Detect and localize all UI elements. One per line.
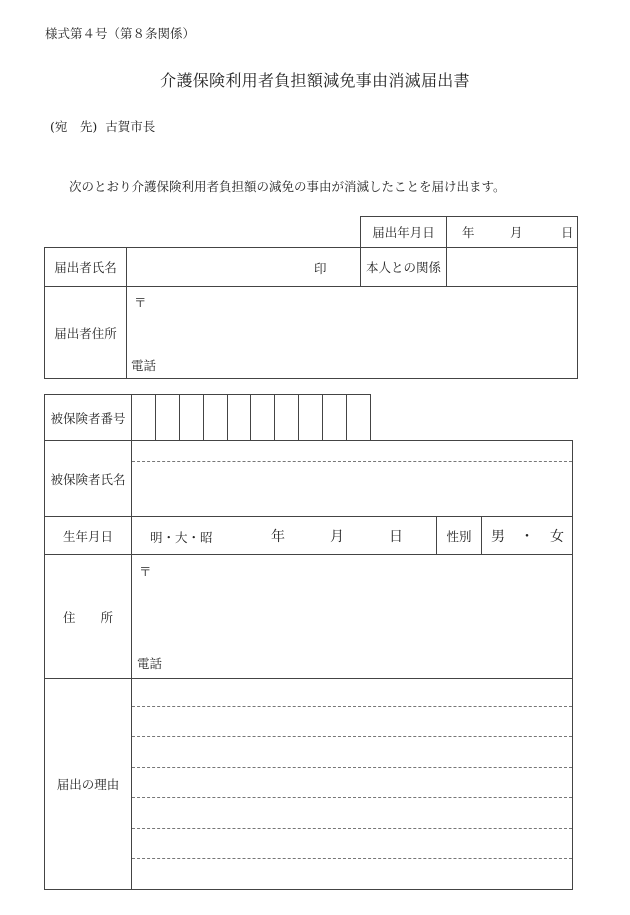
date-month-label: 月 <box>510 225 523 240</box>
reason-field[interactable] <box>132 679 572 889</box>
era-options: 明・大・昭 <box>150 530 213 545</box>
date-day-label: 日 <box>561 225 574 240</box>
phone-label: 電話 <box>137 656 163 671</box>
page-title: 介護保険利用者負担額減免事由消滅届出書 <box>160 71 470 90</box>
birth-date-label: 生年月日 <box>62 528 113 544</box>
birth-day-label: 日 <box>389 529 403 545</box>
birth-month-label: 月 <box>330 529 344 545</box>
recipient-line <box>50 117 155 135</box>
postal-mark: 〒 <box>134 295 147 310</box>
insured-name-label: 被保険者氏名 <box>50 471 126 487</box>
sex-female-option[interactable]: 女 <box>550 529 564 545</box>
sex-male-option[interactable]: 男 <box>491 529 505 545</box>
form-number: 様式第４号（第８条関係） <box>45 26 196 41</box>
table-line <box>577 216 578 379</box>
applicant-name-label: 届出者氏名 <box>54 260 117 275</box>
birth-year-label: 年 <box>271 529 285 545</box>
sex-label: 性別 <box>446 528 472 544</box>
reason-label: 届出の理由 <box>56 777 120 792</box>
intro-text: 次のとおり介護保険利用者負担額の減免の事由が消滅したことを届け出ます。 <box>69 179 506 194</box>
table-line <box>370 394 371 440</box>
table-line <box>572 440 573 890</box>
seal-mark: 印 <box>314 261 327 276</box>
insured-address-field[interactable] <box>132 555 572 678</box>
phone-label: 電話 <box>131 358 157 373</box>
sex-separator: ・ <box>520 529 534 545</box>
postal-mark: 〒 <box>139 564 152 579</box>
applicant-address-field[interactable] <box>127 287 577 378</box>
date-year-label: 年 <box>462 225 475 240</box>
date-label: 届出年月日 <box>372 225 435 240</box>
table-line <box>44 378 578 379</box>
table-line <box>44 889 573 890</box>
table-line <box>481 516 482 554</box>
insured-address-label: 住 所 <box>62 609 113 625</box>
relation-field[interactable] <box>447 248 577 286</box>
insured-number-label: 被保険者番号 <box>50 410 126 426</box>
recipient-prefix: (宛 先) <box>50 119 98 134</box>
relation-label: 本人との関係 <box>365 260 441 275</box>
recipient-name: 古賀市長 <box>105 119 156 134</box>
applicant-address-label: 届出者住所 <box>54 325 117 341</box>
insured-name-field[interactable] <box>132 441 572 516</box>
insured-number-field[interactable] <box>132 395 370 440</box>
